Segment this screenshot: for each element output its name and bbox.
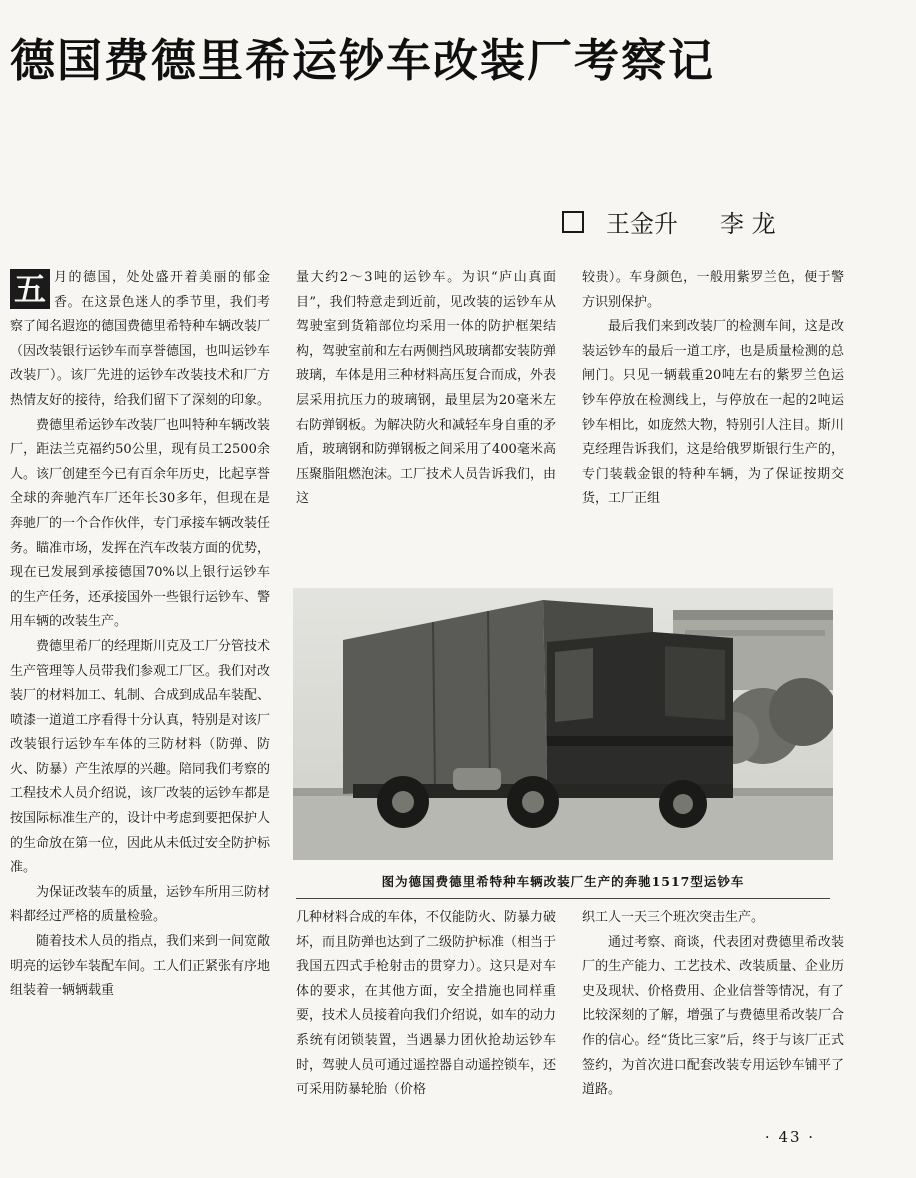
paragraph: 随着技术人员的指点，我们来到一间宽敞明亮的运钞车装配车间。工人们正紧张有序地组装着一辆辆载重 — [10, 934, 270, 999]
text-column-1 — [10, 266, 270, 1128]
byline-box-icon — [562, 211, 584, 233]
paragraph: 几种材料合成的车体，不仅能防火、防暴力破坏，而且防弹也达到了二级防护标准（相当于我国五四式手枪射击的贯穿力）。这只是对车体的要求，在其他方面，安全措施也同样重要，技术人员接着向我们介绍说，如车的动力系统有闭锁装置，当遇暴力团伙抢劫运钞车时，驾驶人员可通过遥控器自动遥控锁车，还可采用防暴轮胎（价格 — [296, 910, 556, 1098]
paragraph: 费德里希厂的经理斯川克及工厂分管技术生产管理等人员带我们参观工厂区。我们对改装厂的材料加工、轧制、合成到成品车装配、喷漆一道道工序看得十分认真，特别是对该厂改装银行运钞车车体的三防材料（防弹、防火、防暴）产生浓厚的兴趣。陪同我们考察的工程技术人员介绍说，该厂改装的运钞车都是按国际标准生产的，设计中考虑到要把保护人的生命放在第一位，因此从未低过安全防护标准。 — [10, 638, 270, 876]
byline — [562, 206, 882, 242]
paragraph: 织工人一天三个班次突击生产。 — [582, 910, 765, 925]
divider — [296, 898, 830, 899]
paragraph: 五 月的德国，处处盛开着美丽的郁金香。在这景色迷人的季节里，我们考察了闻名遐迩的德国费德里希特种车辆改装厂（因改装银行运钞车而享誉德国，也叫运钞车改装厂）。该厂先进的运钞车改装技术和厂方热情友好的接待，给我们留下了深刻的印象。 — [10, 270, 270, 408]
paragraph: 费德里希运钞车改装厂也叫特种车辆改装厂，距法兰克福约50公里，现有员工2500余人。该厂创建至今已有百余年历史，比起享誉全球的奔驰汽车厂还年长30多年，但现在是奔驰厂的一个合作伙伴，专门承接车辆改装任务。瞄准市场，发挥在汽车改装方面的优势，现在已发展到承接德国70%以上银行运钞车的生产任务，还承接国外一些银行运钞车、警用车辆的改装生产。 — [10, 417, 270, 630]
truck-photo — [293, 588, 833, 860]
text-column-3-continued — [582, 906, 844, 1128]
drop-cap: 五 — [10, 269, 50, 309]
photo-caption: 图为德国费德里希特种车辆改装厂生产的奔驰1517型运钞车 — [381, 874, 745, 889]
author-name: 李 龙 — [720, 210, 776, 238]
text-column-2 — [296, 266, 556, 564]
article-title: 德国费德里希运钞车改装厂考察记 — [10, 34, 716, 87]
paragraph: 通过考察、商谈，代表团对费德里希改装厂的生产能力、工艺技术、改装质量、企业历史及现状、价格费用、企业信誉等情况，有了比较深刻的了解，增强了与费德里希改装厂合作的信心。经“货比三家”后，终于与该厂正式签约，为首次进口配套改装专用运钞车铺平了道路。 — [582, 934, 844, 1098]
truck-illustration-icon — [293, 588, 833, 860]
page-number: · 43 · — [764, 1128, 816, 1146]
text-column-3 — [582, 266, 844, 564]
paragraph: 为保证改装车的质量，运钞车所用三防材料都经过严格的质量检验。 — [10, 884, 270, 925]
paragraph: 最后我们来到改装厂的检测车间，这是改装运钞车的最后一道工序，也是质量检测的总闸门。只见一辆载重20吨左右的紫罗兰色运钞车停放在检测线上，与停放在一起的2吨运钞车相比，如庞然大物，特别引人注目。斯川克经理告诉我们，这是给俄罗斯银行生产的，专门装载金银的特种车辆，为了保证按期交货，工厂正组 — [582, 319, 844, 507]
text-column-2-continued — [296, 906, 556, 1128]
author-name: 王金升 — [606, 210, 678, 238]
paragraph: 量大约2～3吨的运钞车。为识“庐山真面目”，我们特意走到近前，见改装的运钞车从驾驶室到货箱部位均采用一体的防护框架结构，驾驶室前和左右两侧挡风玻璃都安装防弹玻璃，车体是用三种材料高压复合而成，外表层采用抗压力的玻璃钢，最里层为20毫米左右防弹钢板。为解决防火和减轻车身自重的矛盾，玻璃钢和防弹钢板之间采用了400毫米高压聚脂阻燃泡沫。工厂技术人员告诉我们，由这 — [296, 270, 556, 507]
paragraph: 较贵）。车身颜色，一般用紫罗兰色，便于警方识别保护。 — [582, 270, 844, 310]
